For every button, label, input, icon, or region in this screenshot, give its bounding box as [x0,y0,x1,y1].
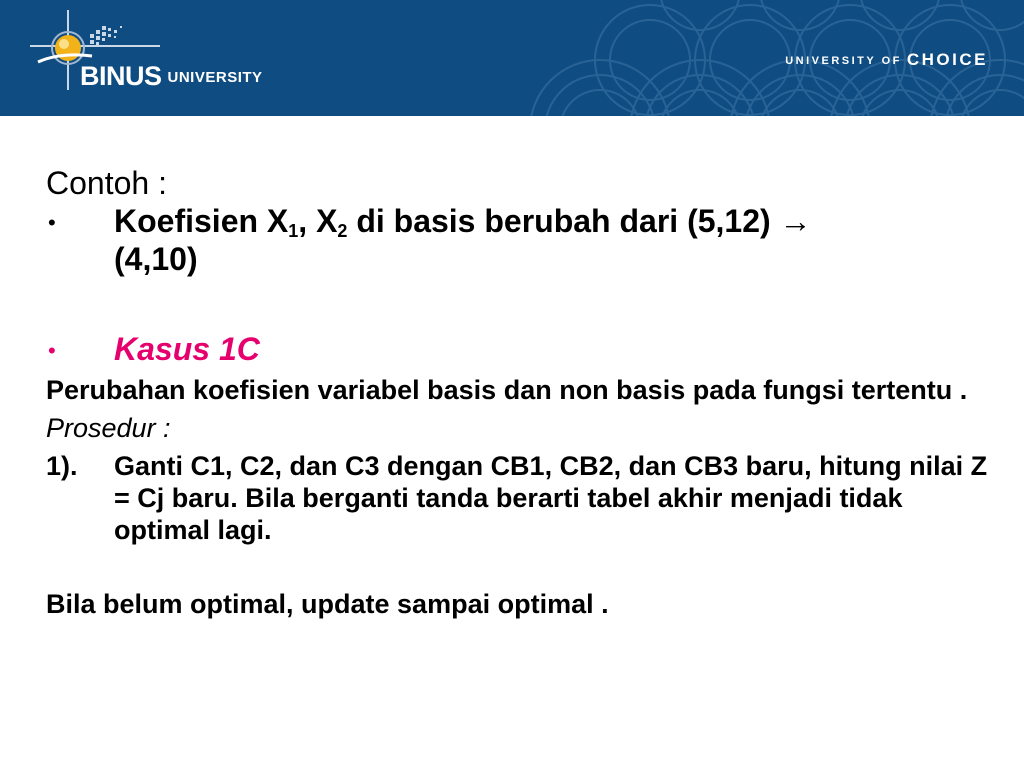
bullet-item-kasus [46,330,996,368]
header-banner [0,0,1024,116]
arrow-right-icon: → [779,203,812,239]
tagline-big: CHOICE [906,50,988,69]
bullet1-mid: , X [298,203,338,239]
step-text: Ganti C1, C2, dan C3 dengan CB1, CB2, dan CB3 baru, hitung nilai Z = Cj baru. Bila berganti tanda berarti tabel akhir menjadi tidak optimal lagi. [114,451,988,545]
numbered-step-1 [46,450,996,546]
bullet1-sub2: 2 [337,221,348,241]
logo-brand: BINUS [80,61,162,91]
tagline [785,50,988,70]
bullet2-text: Kasus 1C [114,331,260,367]
tagline-small: UNIVERSITY OF [785,55,902,67]
slide-title: Contoh : [46,165,167,201]
paragraph-prosedur: Prosedur : [46,413,171,443]
paragraph-perubahan: Perubahan koefisien variabel basis dan non basis pada fungsi tertentu . [46,375,968,405]
step-number: 1). [46,451,78,481]
slide-content [46,164,996,620]
bullet1-line2: (4,10) [114,241,198,277]
bullet1-prefix: Koefisien X [114,203,289,239]
bullet1-suffix: di basis berubah dari (5,12) [347,203,780,239]
bullet1-sub1: 1 [288,221,299,241]
logo-university: UNIVERSITY [167,69,263,86]
binus-logo-text [80,61,263,92]
bullet-item-koefisien [46,202,996,278]
paragraph-bila: Bila belum optimal, update sampai optimal . [46,589,609,619]
bullet-icon: • [48,210,56,235]
bullet-icon: • [48,338,56,363]
